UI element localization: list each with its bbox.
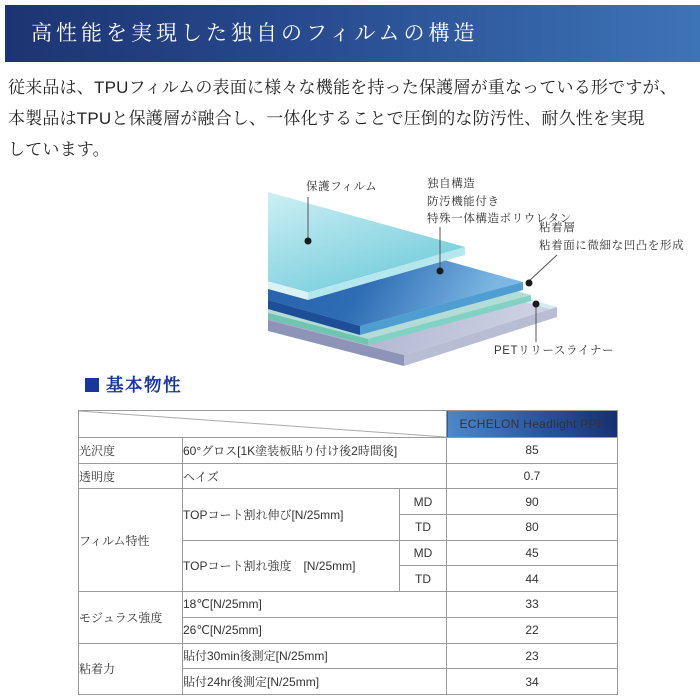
label-release-liner: PETリリースライナー xyxy=(494,345,615,357)
table-cell-test: TOPコート割れ伸び[N/25mm] xyxy=(183,489,400,540)
table-cell-value: 33 xyxy=(447,592,618,618)
table-row xyxy=(79,643,618,669)
table-cell-value: 23 xyxy=(447,643,618,669)
table-cell-direction: MD xyxy=(400,489,447,515)
table-row xyxy=(79,489,618,515)
leader-line-adhesive xyxy=(529,255,557,281)
table-cell-value: 90 xyxy=(447,489,618,515)
table-cell-value: 80 xyxy=(447,515,618,541)
table-cell-direction: TD xyxy=(400,515,447,541)
intro-line: 本製品はTPUと保護層が融合し、一体化することで圧倒的な防汚性、耐久性を実現 xyxy=(8,109,645,128)
label-unique-structure-line: 防汚機能付き xyxy=(427,195,500,208)
table-cell-test: ヘイズ xyxy=(183,463,447,489)
table-row xyxy=(79,463,618,489)
marker-dot-release-liner xyxy=(533,301,540,308)
table-cell-value: 45 xyxy=(447,540,618,566)
banner-title: 高性能を実現した独自のフィルムの構造 xyxy=(31,21,479,45)
section-banner xyxy=(5,5,700,62)
label-unique-structure-line: 特殊一体構造ポリウレタン xyxy=(427,213,572,225)
table-header-row xyxy=(79,411,618,438)
table-cell-test: 貼付30min後測定[N/25mm] xyxy=(183,643,447,669)
marker-dot-unique-structure xyxy=(437,268,444,275)
table-cell-test: 26℃[N/25mm] xyxy=(183,617,447,643)
label-unique-structure-line: 独自構造 xyxy=(427,178,476,190)
table-row xyxy=(79,438,618,464)
table-row xyxy=(79,592,618,618)
table-cell-value: 0.7 xyxy=(447,463,618,489)
diagonal-line xyxy=(79,411,446,437)
label-adhesive-line: 粘着面に微細な凹凸を形成 xyxy=(539,239,685,252)
square-bullet-icon xyxy=(85,378,99,392)
table-cell-test: 60°グロス[1K塗装板貼り付け後2時間後] xyxy=(183,438,447,464)
intro-line: 従来品は、TPUフィルムの表面に様々な機能を持った保護層が重なっている形ですが、 xyxy=(8,78,677,97)
table-cell-direction: MD xyxy=(400,540,447,566)
table-cell-test: 18℃[N/25mm] xyxy=(183,592,447,618)
table-cell-test: TOPコート割れ強度 [N/25mm] xyxy=(183,540,400,591)
section-title: 基本物性 xyxy=(106,375,182,395)
intro-paragraph xyxy=(8,72,696,165)
label-adhesive xyxy=(539,220,684,255)
table-cell-test: 貼付24hr後測定[N/25mm] xyxy=(183,669,447,695)
table-cell-value: 22 xyxy=(447,617,618,643)
spec-table-container xyxy=(78,410,618,695)
table-cell-category: フィルム特性 xyxy=(79,489,183,592)
table-corner-cell xyxy=(79,411,447,438)
table-cell-category: 透明度 xyxy=(79,463,183,489)
intro-line: しています。 xyxy=(8,140,110,159)
table-cell-category: 粘着力 xyxy=(79,643,183,694)
label-adhesive-line: 粘着層 xyxy=(539,222,576,234)
label-protective-film: 保護フィルム xyxy=(306,181,378,193)
table-cell-value: 85 xyxy=(447,438,618,464)
table-cell-value: 44 xyxy=(447,566,618,592)
section-heading xyxy=(85,372,182,397)
table-cell-value: 34 xyxy=(447,669,618,695)
marker-dot-protective-film xyxy=(305,238,312,245)
marker-dot-adhesive xyxy=(526,280,533,287)
table-cell-category: 光沢度 xyxy=(79,438,183,464)
basic-properties-table xyxy=(78,410,618,695)
table-cell-direction: TD xyxy=(400,566,447,592)
table-cell-category: モジュラス強度 xyxy=(79,592,183,643)
product-header-cell: ECHELON Headlight PPF xyxy=(447,411,618,438)
